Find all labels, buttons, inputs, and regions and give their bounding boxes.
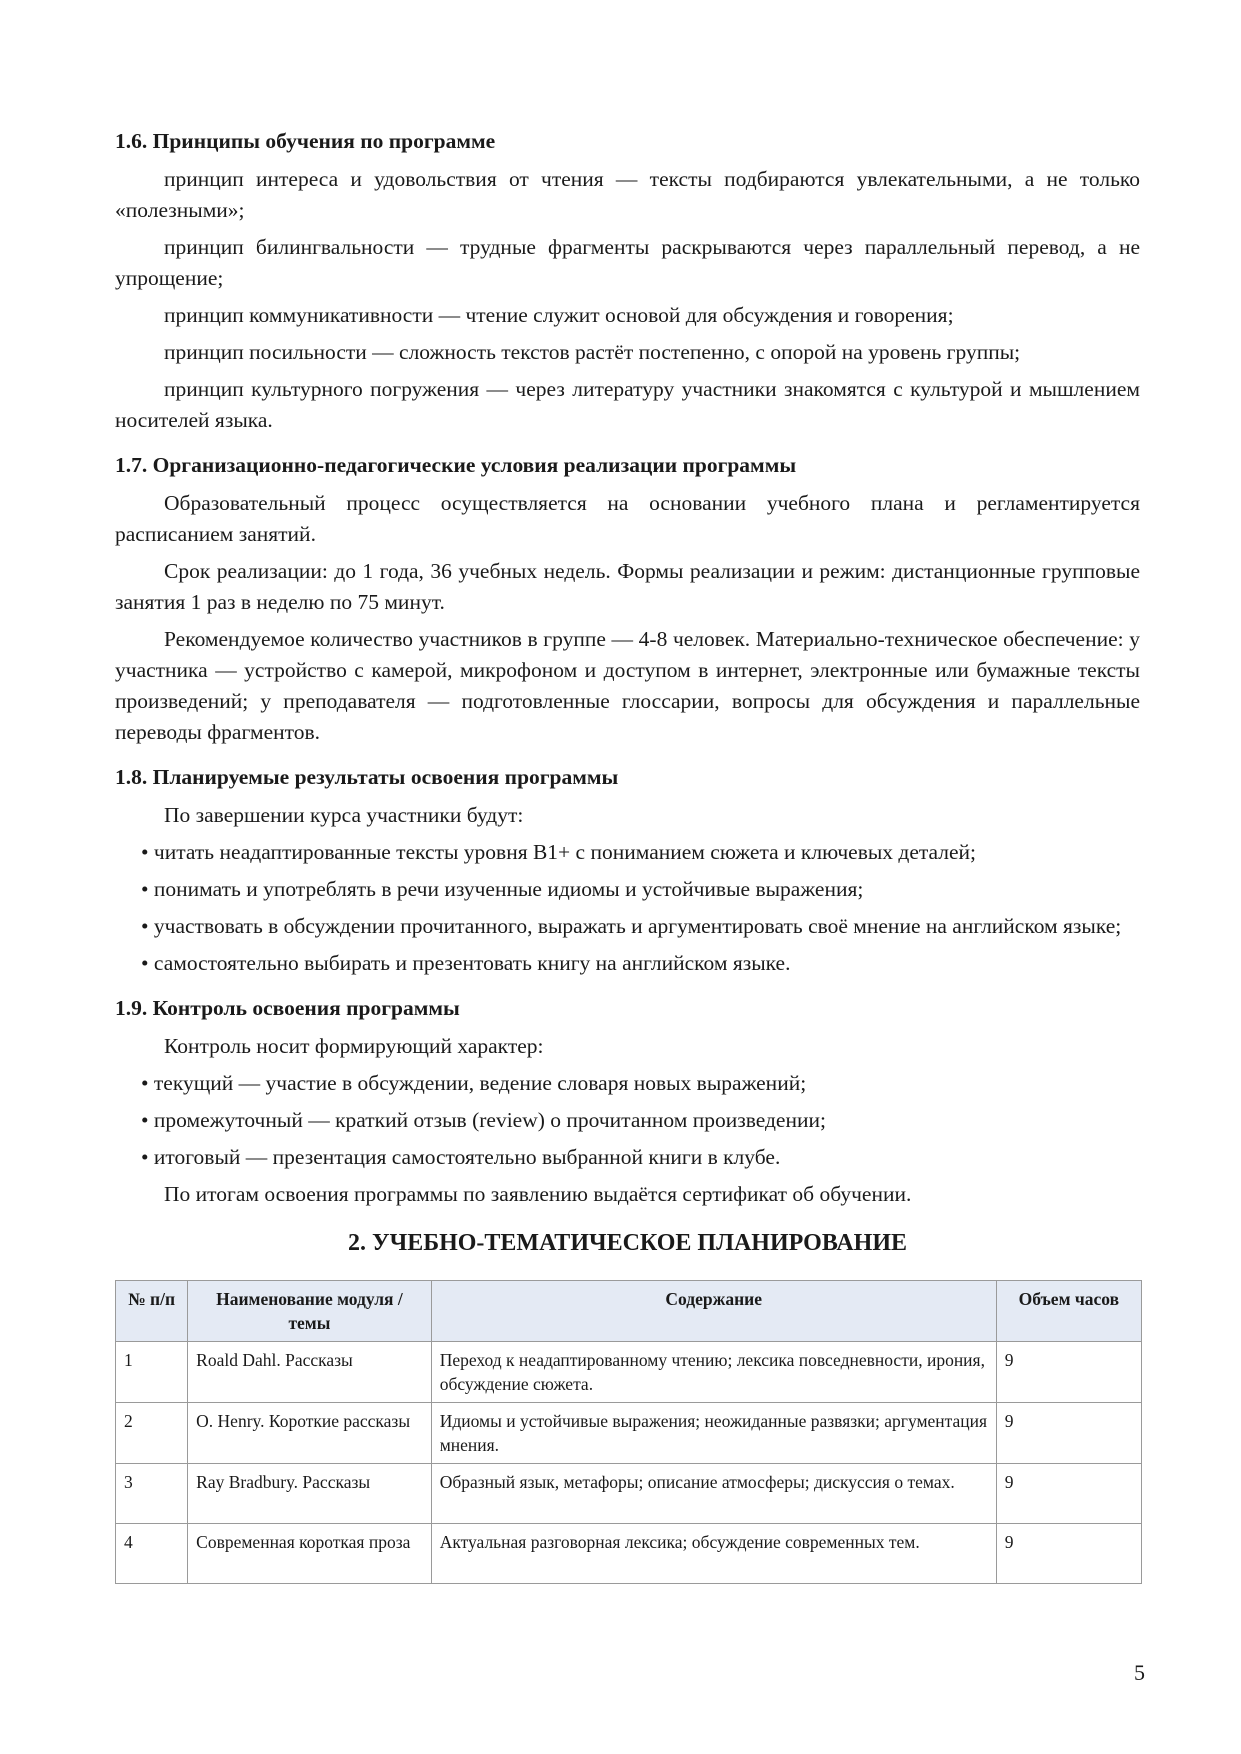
header-content: Содержание	[431, 1281, 996, 1342]
cell-hours: 9	[996, 1464, 1141, 1524]
cell-module: Roald Dahl. Рассказы	[188, 1342, 432, 1403]
paragraph: принцип культурного погружения — через литературу участники знакомятся с культурой и мышлением носителей языка.	[115, 377, 1140, 432]
document-page	[115, 126, 1140, 1584]
chapter-title: 2. УЧЕБНО-ТЕМАТИЧЕСКОЕ ПЛАНИРОВАНИЕ	[347, 1230, 907, 1256]
cell-number: 3	[116, 1464, 188, 1524]
bullet-item: • читать неадаптированные тексты уровня B1+ с пониманием сюжета и ключевых деталей;	[141, 840, 977, 864]
cell-content: Переход к неадаптированному чтению; лексика повседневности, ирония, обсуждение сюжета.	[431, 1342, 996, 1403]
bullet-item: • текущий — участие в обсуждении, ведение словаря новых выражений;	[141, 1071, 807, 1095]
bullet-item: • итоговый — презентация самостоятельно выбранной книги в клубе.	[141, 1145, 781, 1169]
cell-number: 1	[116, 1342, 188, 1403]
header-module: Наименование модуля / темы	[188, 1281, 432, 1342]
table-row	[116, 1342, 1142, 1403]
paragraph: принцип билингвальности — трудные фрагменты раскрываются через параллельный перевод, а не упрощение;	[115, 235, 1140, 290]
section-heading-1-6: 1.6. Принципы обучения по программе	[115, 129, 496, 153]
paragraph: По итогам освоения программы по заявлению выдаётся сертификат об обучении.	[164, 1182, 912, 1206]
bullet-item: • промежуточный — краткий отзыв (review) о прочитанном произведении;	[141, 1108, 826, 1132]
cell-content: Идиомы и устойчивые выражения; неожиданные развязки; аргументация мнения.	[431, 1403, 996, 1464]
cell-content: Образный язык, метафоры; описание атмосферы; дискуссия о темах.	[431, 1464, 996, 1524]
table-row	[116, 1464, 1142, 1524]
page-number: 5	[1134, 1660, 1145, 1685]
thematic-plan-table	[115, 1280, 1142, 1584]
cell-number: 2	[116, 1403, 188, 1464]
cell-module: Современная короткая проза	[188, 1524, 432, 1584]
cell-number: 4	[116, 1524, 188, 1584]
cell-content: Актуальная разговорная лексика; обсуждение современных тем.	[431, 1524, 996, 1584]
header-hours: Объем часов	[996, 1281, 1141, 1342]
bullet-item: • участвовать в обсуждении прочитанного, выражать и аргументировать своё мнение на английском языке;	[141, 914, 1122, 938]
cell-hours: 9	[996, 1403, 1141, 1464]
table-row	[116, 1524, 1142, 1584]
table-header-row	[116, 1281, 1142, 1342]
paragraph: принцип интереса и удовольствия от чтения — тексты подбираются увлекательными, а не только «полезными»;	[115, 167, 1140, 222]
cell-module: O. Henry. Короткие рассказы	[188, 1403, 432, 1464]
paragraph: По завершении курса участники будут:	[164, 803, 524, 827]
table-row	[116, 1403, 1142, 1464]
paragraph: принцип коммуникативности — чтение служит основой для обсуждения и говорения;	[164, 303, 954, 327]
paragraph: Срок реализации: до 1 года, 36 учебных недель. Формы реализации и режим: дистанционные групповые занятия 1 раз в неделю по 75 минут.	[115, 559, 1140, 614]
section-heading-1-9: 1.9. Контроль освоения программы	[115, 996, 460, 1020]
section-heading-1-7: 1.7. Организационно-педагогические условия реализации программы	[115, 453, 797, 477]
paragraph: Рекомендуемое количество участников в группе — 4-8 человек. Материально-техническое обеспечение: у участника — устройство с камерой, микрофоном и доступом в интернет, электронные или бумажные тексты произведений; у преподавателя — подготовленные глоссарии, вопросы для обсуждения и параллельные переводы фрагментов.	[115, 627, 1140, 744]
cell-hours: 9	[996, 1524, 1141, 1584]
section-heading-1-8: 1.8. Планируемые результаты освоения программы	[115, 765, 619, 789]
bullet-item: • понимать и употреблять в речи изученные идиомы и устойчивые выражения;	[141, 877, 864, 901]
bullet-item: • самостоятельно выбирать и презентовать книгу на английском языке.	[141, 951, 791, 975]
paragraph: Контроль носит формирующий характер:	[164, 1034, 544, 1058]
paragraph: Образовательный процесс осуществляется на основании учебного плана и регламентируется расписанием занятий.	[115, 491, 1140, 546]
header-number: № п/п	[116, 1281, 188, 1342]
cell-module: Ray Bradbury. Рассказы	[188, 1464, 432, 1524]
paragraph: принцип посильности — сложность текстов растёт постепенно, с опорой на уровень группы;	[164, 340, 1021, 364]
cell-hours: 9	[996, 1342, 1141, 1403]
